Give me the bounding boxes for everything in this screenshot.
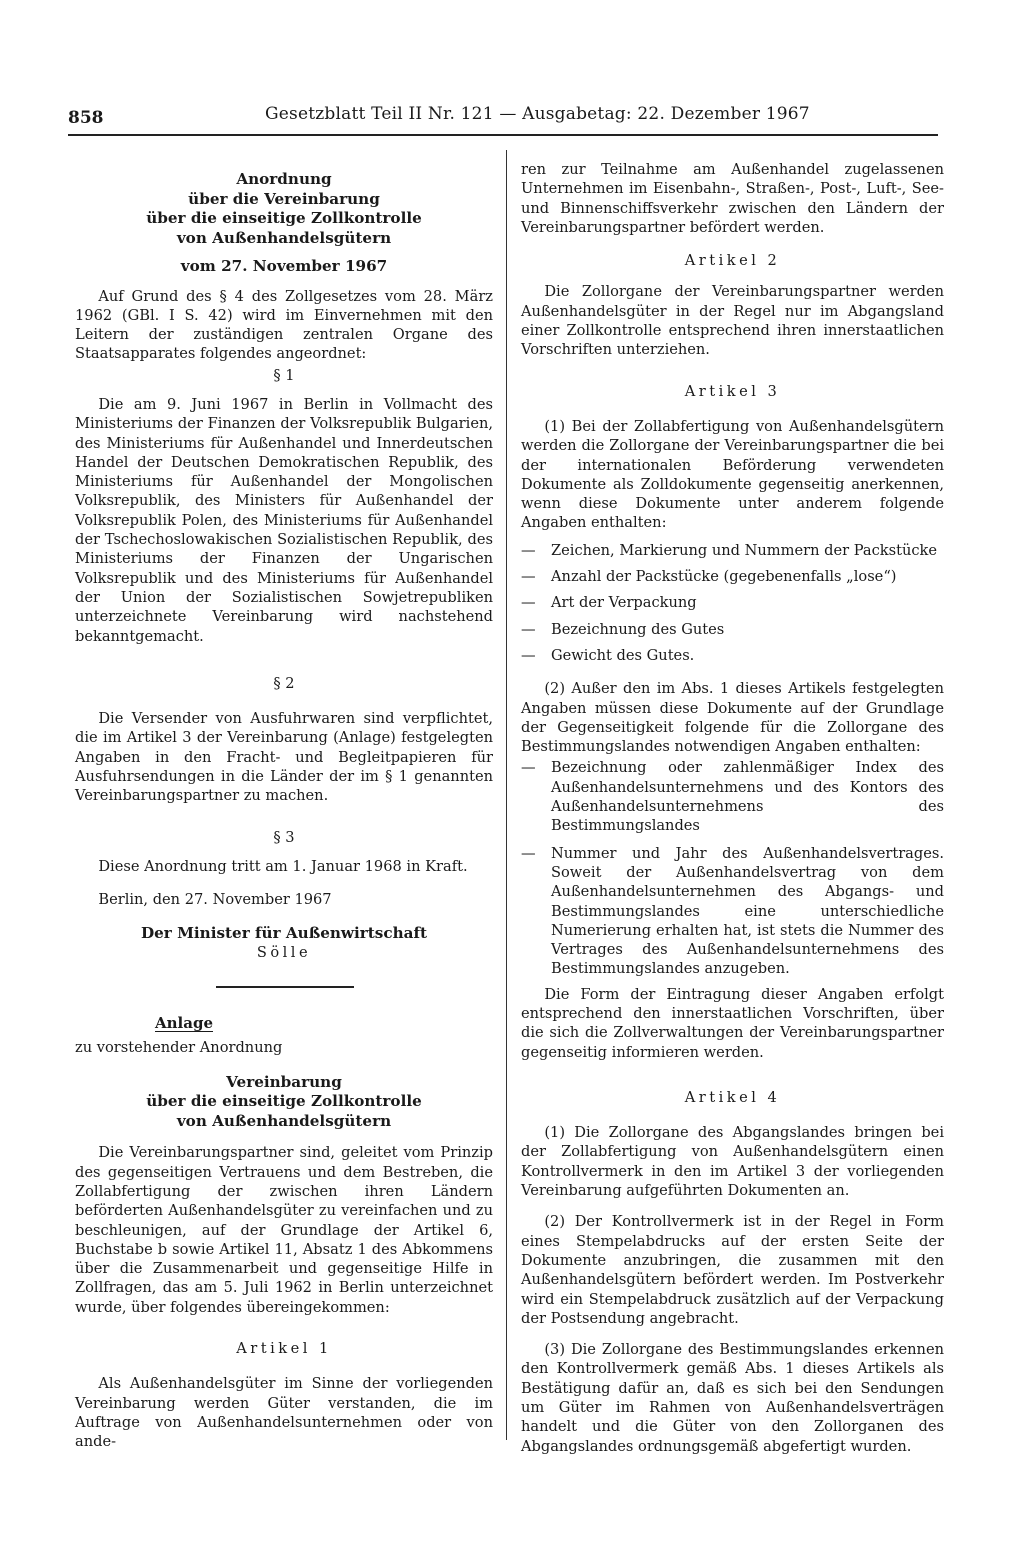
preamble: Die Vereinbarungspartner sind, geleitet vom Prinzip des gegenseitigen Vertrauens und dem Bestreben, die Zollabfertigung der zwischen ihren Ländern beförderten Außenhandelsgüter zu vereinfachen und zu beschleunigen, auf der Grundlage der Artikel 6, Buchstabe b sowie Artikel 11, Absatz 1 des Abkommens über die Zusammenarbeit und gegenseitige Hilfe in Zollfragen, das am 5. Juli 1962 in Berlin unterzeichnet wurde, über folgendes übereingekommen: — [75, 1144, 493, 1316]
artikel-2-heading: Artikel 2 — [684, 252, 781, 270]
artikel-3-heading: Artikel 3 — [684, 382, 781, 400]
artikel-4-heading: Artikel 4 — [684, 1088, 781, 1106]
column-divider — [506, 150, 507, 1440]
artikel-3-para-3: Die Form der Eintragung dieser Angaben erfolgt entsprechend den innerstaatlichen Vorschriften, über die sich die Zollverwaltungen der Vereinbarungspartner gegenseitig informieren werden. — [521, 985, 944, 1061]
artikel-4-para-1: (1) Die Zollorgane des Abgangslandes bringen bei der Zollabfertigung von Außenhandelsgütern einen Kontrollvermerk in den im Artikel 3 der vorliegenden Vereinbarung aufgeführten Dokumenten an. — [521, 1124, 944, 1200]
list-item: — Bezeichnung des Gutes — [521, 620, 725, 638]
anlage-label: Anlage — [155, 1014, 213, 1033]
list-item: — Bezeichnung oder zahlenmäßiger Index des Außenhandelsunternehmens und des Kontors des Außenhandelsunternehmens des Bestimmungslandes — [521, 759, 944, 835]
title-line: über die Vereinbarung — [188, 189, 380, 208]
artikel-4-para-3: (3) Die Zollorgane des Bestimmungslandes erkennen den Kontrollvermerk gemäß Abs. 1 dieses Artikels als Bestätigung dafür an, daß es sich bei den Sendungen um Güter im Rahmen von Außenhandelsverträgen handelt und die Güter von den Zollorganen des Abgangslandes ordnungsgemäß abgefertigt wurden. — [521, 1341, 944, 1455]
signer-name: Sölle — [256, 944, 312, 962]
anordnung-title — [75, 170, 493, 248]
list-item: — Gewicht des Gutes. — [521, 646, 695, 664]
title-line: von Außenhandelsgütern — [176, 228, 392, 247]
artikel-1-text: Als Außenhandelsgüter im Sinne der vorliegenden Vereinbarung werden Güter verstanden, die im Auftrage von Außenhandelsunternehmen oder von ande- — [75, 1375, 493, 1451]
artikel-3-list-1 — [521, 541, 944, 665]
page-number: 858 — [68, 108, 104, 128]
place-date: Berlin, den 27. November 1967 — [98, 891, 332, 909]
list-item: — Nummer und Jahr des Außenhandelsvertrages. Soweit der Außenhandelsvertrag von dem Außenhandelsunternehmen des Abgangs- und Bestimmungslandes eine unterschiedliche Numerierung erhalten hat, ist stets die Nummer des Vertrages des Außenhandelsunternehmens des Bestimmungslandes anzugeben. — [521, 844, 944, 978]
artikel-3-para-1: (1) Bei der Zollabfertigung von Außenhandelsgütern werden die Zollorgane der Vereinbarungspartner die bei der internationalen Beförderung verwendeten Dokumente als Zolldokumente gegenseitig anerkennen, wenn diese Dokumente unter anderem folgende Angaben enthalten: — [521, 417, 944, 532]
intro-paragraph: Auf Grund des § 4 des Zollgesetzes vom 28. März 1962 (GBl. I S. 42) wird im Einvernehmen mit den Leitern der zuständigen zentralen Organe des Staatsapparates folgendes angeordnet: — [75, 287, 493, 363]
list-item: — Anzahl der Packstücke (gegebenenfalls „lose“) — [521, 568, 897, 586]
list-item: — Art der Verpackung — [521, 594, 697, 612]
section-3-heading: § 3 — [273, 828, 295, 846]
section-3-text: Diese Anordnung tritt am 1. Januar 1968 in Kraft. — [98, 857, 468, 875]
left-column — [75, 170, 493, 1452]
list-item: — Zeichen, Markierung und Nummern der Packstücke — [521, 541, 938, 559]
artikel-4-para-2: (2) Der Kontrollvermerk ist in der Regel in Form eines Stempelabdrucks auf der ersten Seite der Dokumente anzubringen, die zusammen mit den Außenhandelsgütern befördert werden. Im Postverkehr wird ein Stempelabdruck zusätzlich auf der Verpackung der Postsendung angebracht. — [521, 1213, 944, 1327]
title-line: über die einseitige Zollkontrolle — [146, 1092, 422, 1111]
title-line: Anordnung — [236, 170, 332, 188]
separator-rule — [216, 986, 354, 988]
signer-title: Der Minister für Außenwirtschaft — [140, 923, 428, 942]
section-2-heading: § 2 — [273, 674, 295, 692]
section-2-text: Die Versender von Ausfuhrwaren sind verpflichtet, die im Artikel 3 der Vereinbarung (Anlage) festgelegten Angaben in den Fracht- und Begleitpapieren für Ausfuhrsendungen in die Länder der im § 1 genannten Vereinbarungspartner zu machen. — [75, 710, 493, 805]
anlage-subtitle: zu vorstehender Anordnung — [75, 1038, 283, 1056]
title-line: über die einseitige Zollkontrolle — [146, 209, 422, 227]
anordnung-date: vom 27. November 1967 — [180, 257, 388, 275]
title-line: Vereinbarung — [226, 1072, 342, 1091]
right-column — [521, 160, 944, 1456]
artikel-3-para-2: (2) Außer den im Abs. 1 dieses Artikels festgelegten Angaben müssen diese Dokumente auf der Grundlage der Gegenseitigkeit folgende für die Zollorgane des Bestimmungslandes notwendigen Angaben enthalten: — [521, 680, 944, 756]
title-line: von Außenhandelsgütern — [176, 1111, 392, 1130]
section-1-text: Die am 9. Juni 1967 in Berlin in Vollmacht des Ministeriums der Finanzen der Volksrepublik Bulgarien, des Ministeriums für Außenhandel und Innerdeutschen Handel der Deutschen Demokratischen Republik, des Ministeriums für Außenhandel der Mongolischen Volksrepublik, des Ministers für Außenhandel der Volksrepublik Polen, des Ministeriums für Außenhandel der Tschechoslowakischen Sozialistischen Republik, des Ministeriums der Finanzen der Ungarischen Volksrepublik und des Ministeriums für Außenhandel der Union der Sozialistischen Sowjetrepubliken unterzeichnete Vereinbarung wird nachstehend bekanntgemacht. — [75, 395, 493, 645]
artikel-1-continuation: ren zur Teilnahme am Außenhandel zugelassenen Unternehmen im Eisenbahn-, Straßen-, Post-, Luft-, See- und Binnenschiffsverkehr zwischen den Ländern der Vereinbarungspartner befördert werden. — [521, 161, 944, 236]
header-rule — [68, 134, 938, 136]
artikel-1-heading: Artikel 1 — [236, 1340, 332, 1358]
artikel-2-text: Die Zollorgane der Vereinbarungspartner werden Außenhandelsgüter in der Regel nur im Abgangsland einer Zollkontrolle entsprechend ihren innerstaatlichen Vorschriften unterziehen. — [521, 283, 944, 359]
artikel-3-list-2 — [521, 758, 944, 978]
section-1-heading: § 1 — [273, 366, 295, 384]
running-header: Gesetzblatt Teil II Nr. 121 — Ausgabetag: 22. Dezember 1967 — [265, 104, 810, 124]
vereinbarung-title — [75, 1073, 493, 1132]
